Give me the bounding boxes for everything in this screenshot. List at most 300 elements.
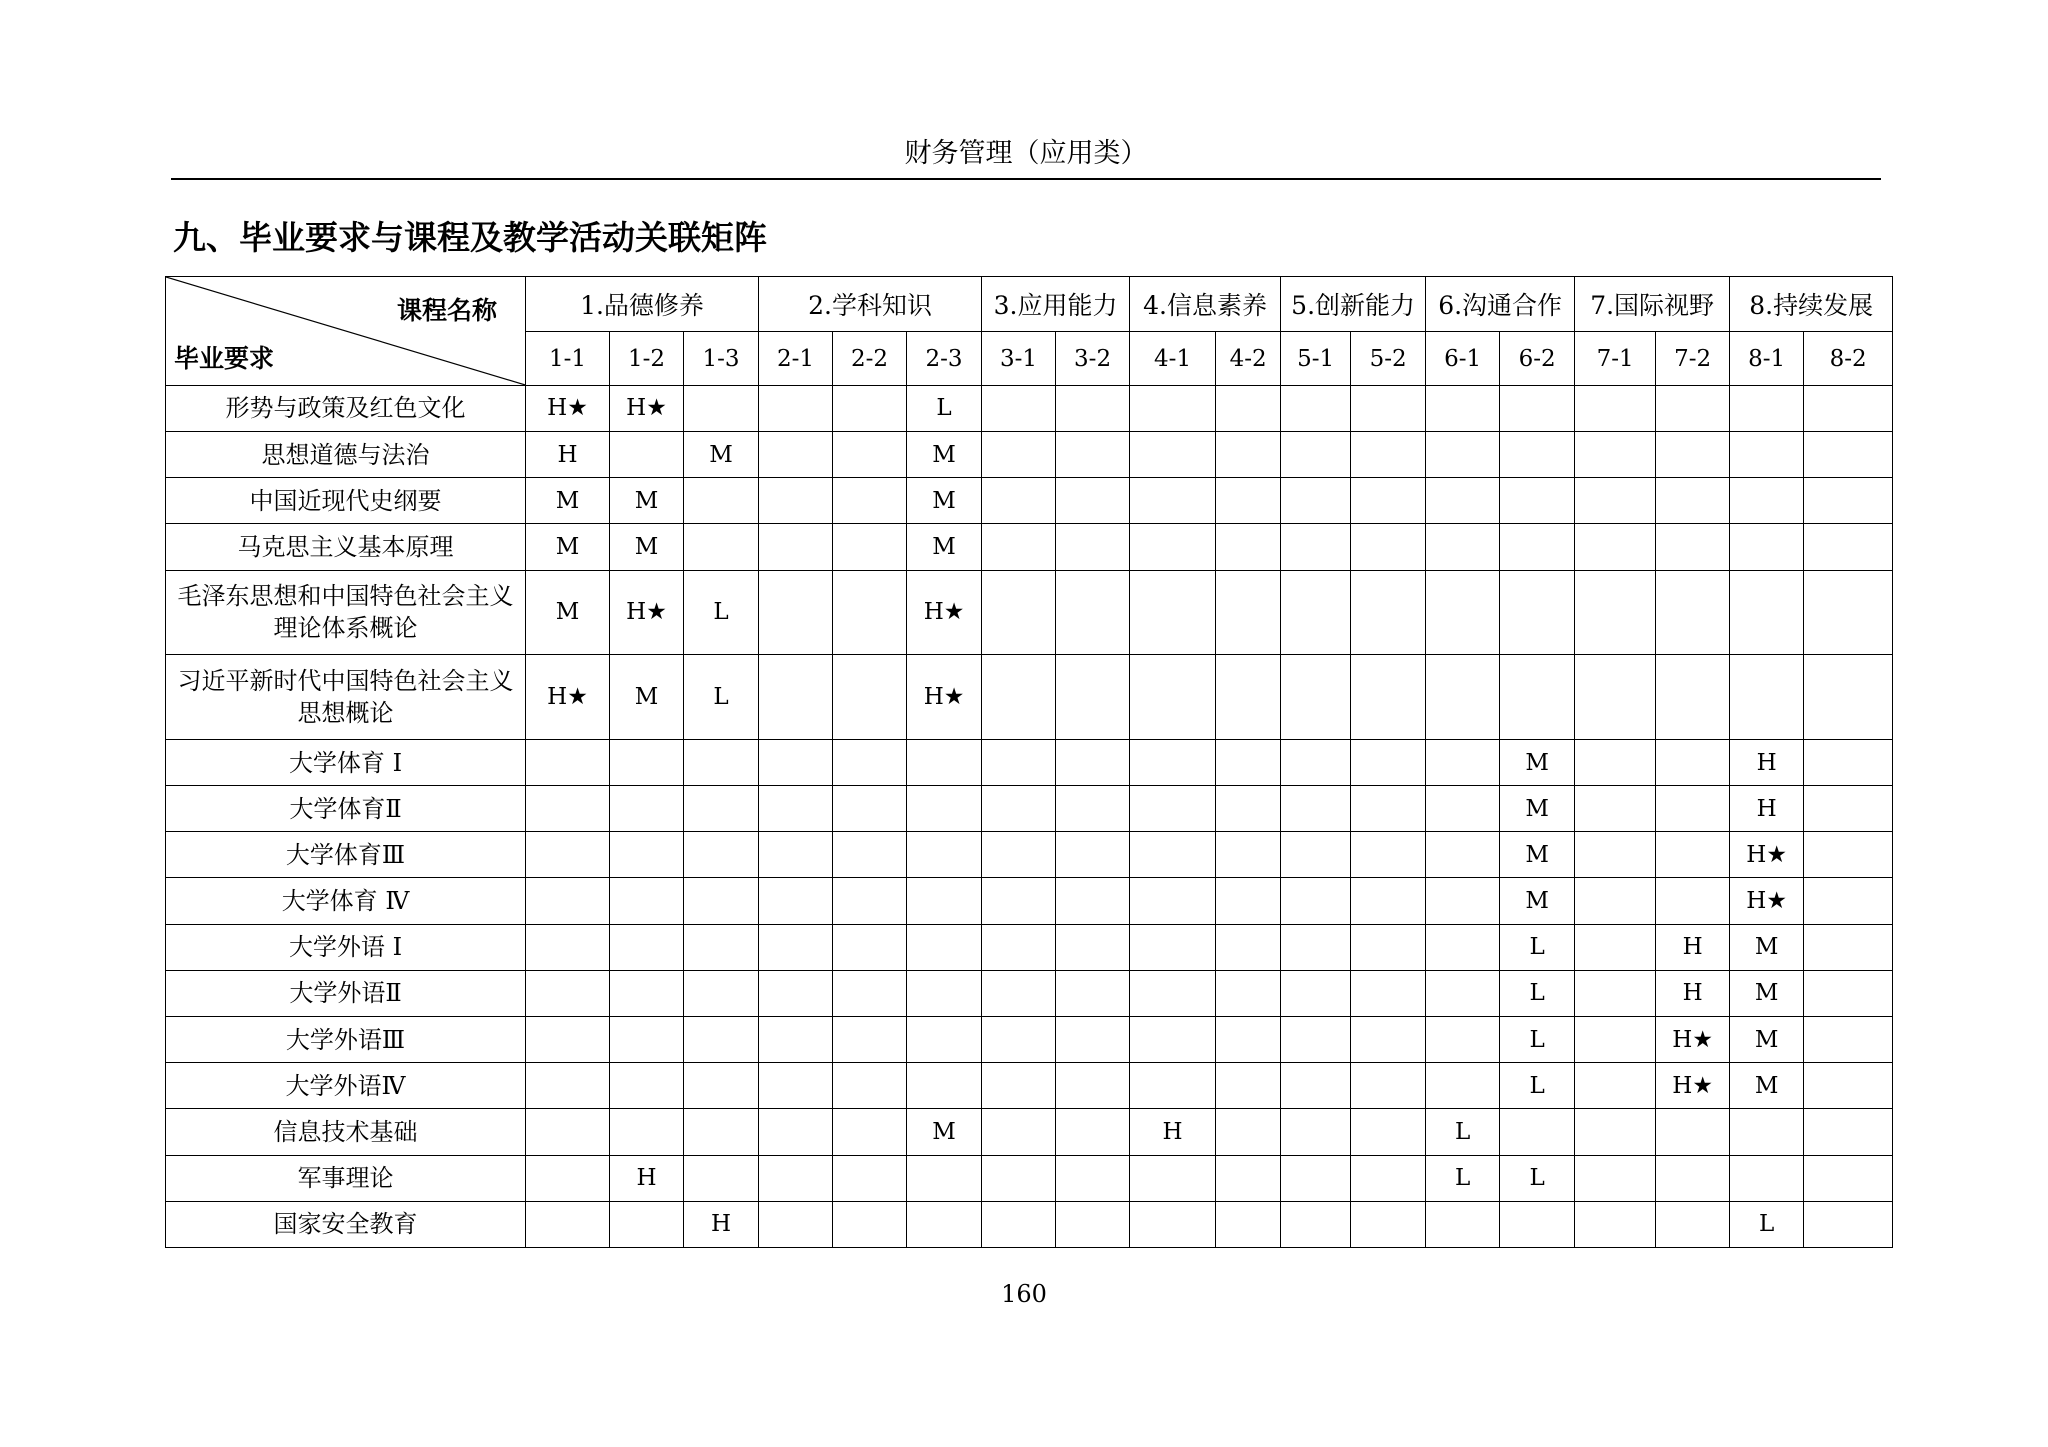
matrix-cell <box>610 1063 684 1109</box>
matrix-cell <box>1426 655 1500 740</box>
matrix-cell <box>1130 524 1216 570</box>
matrix-cell <box>1056 1109 1130 1155</box>
course-name-cell: 大学外语 Ⅰ <box>166 924 526 970</box>
matrix-cell <box>610 786 684 832</box>
matrix-cell <box>1351 924 1426 970</box>
matrix-cell <box>759 478 833 524</box>
matrix-cell <box>982 570 1056 655</box>
requirement-subcolumn-header: 1-3 <box>684 332 759 385</box>
table-row <box>166 1016 1893 1062</box>
matrix-cell <box>1130 1201 1216 1247</box>
matrix-cell: M <box>1500 878 1575 924</box>
matrix-cell: H★ <box>907 655 982 740</box>
matrix-cell <box>1281 478 1351 524</box>
matrix-cell: M <box>1500 739 1575 785</box>
matrix-cell <box>1130 1063 1216 1109</box>
table-row <box>166 878 1893 924</box>
matrix-cell <box>833 655 907 740</box>
course-name-cell: 中国近现代史纲要 <box>166 478 526 524</box>
matrix-cell <box>1351 786 1426 832</box>
matrix-cell <box>759 655 833 740</box>
matrix-cell: L <box>1426 1109 1500 1155</box>
running-header-title: 财务管理（应用类） <box>904 138 1148 169</box>
requirement-subcolumn-header: 5-2 <box>1351 332 1426 385</box>
matrix-cell <box>684 832 759 878</box>
table-row <box>166 970 1893 1016</box>
matrix-cell <box>759 924 833 970</box>
matrix-cell <box>1281 1016 1351 1062</box>
matrix-cell <box>982 1155 1056 1201</box>
matrix-cell <box>833 1201 907 1247</box>
matrix-cell <box>982 385 1056 431</box>
matrix-cell <box>1130 786 1216 832</box>
matrix-cell <box>1804 1155 1893 1201</box>
matrix-cell <box>610 1201 684 1247</box>
matrix-cell <box>1804 385 1893 431</box>
course-name-cell: 大学外语Ⅳ <box>166 1063 526 1109</box>
requirement-subcolumn-header: 7-2 <box>1656 332 1730 385</box>
matrix-cell <box>1426 432 1500 478</box>
matrix-cell <box>1426 786 1500 832</box>
matrix-cell <box>1351 739 1426 785</box>
matrix-cell <box>759 524 833 570</box>
matrix-cell <box>759 786 833 832</box>
matrix-cell <box>1656 432 1730 478</box>
table-row <box>166 1063 1893 1109</box>
matrix-cell <box>1575 655 1656 740</box>
course-name-cell: 信息技术基础 <box>166 1109 526 1155</box>
matrix-cell <box>1656 385 1730 431</box>
matrix-cell <box>1130 570 1216 655</box>
matrix-cell <box>1426 478 1500 524</box>
matrix-cell <box>1216 1201 1281 1247</box>
matrix-cell <box>1804 739 1893 785</box>
matrix-cell <box>1351 1109 1426 1155</box>
matrix-cell <box>759 832 833 878</box>
matrix-cell <box>833 1063 907 1109</box>
matrix-cell <box>759 1201 833 1247</box>
matrix-cell <box>1130 1155 1216 1201</box>
matrix-cell <box>1500 1201 1575 1247</box>
matrix-cell <box>907 1155 982 1201</box>
matrix-cell <box>1281 739 1351 785</box>
table-row <box>166 1155 1893 1201</box>
requirement-group-header: 5.创新能力 <box>1281 277 1426 332</box>
matrix-cell <box>1056 924 1130 970</box>
matrix-cell <box>610 739 684 785</box>
matrix-cell <box>1351 1155 1426 1201</box>
matrix-cell: H <box>1730 786 1804 832</box>
matrix-cell <box>1056 524 1130 570</box>
matrix-cell <box>1500 655 1575 740</box>
matrix-cell <box>1656 478 1730 524</box>
matrix-cell <box>1351 432 1426 478</box>
matrix-cell <box>1426 1016 1500 1062</box>
matrix-cell <box>1575 1016 1656 1062</box>
matrix-cell <box>1281 655 1351 740</box>
course-name-cell: 国家安全教育 <box>166 1201 526 1247</box>
matrix-cell: H★ <box>907 570 982 655</box>
matrix-cell <box>1056 570 1130 655</box>
matrix-cell <box>982 655 1056 740</box>
course-name-cell: 大学体育 Ⅳ <box>166 878 526 924</box>
requirement-subcolumn-header: 8-2 <box>1804 332 1893 385</box>
requirement-subcolumn-header: 3-2 <box>1056 332 1130 385</box>
requirement-group-header: 8.持续发展 <box>1730 277 1893 332</box>
matrix-cell <box>1056 655 1130 740</box>
matrix-cell: H★ <box>610 385 684 431</box>
matrix-cell <box>759 739 833 785</box>
matrix-cell: H★ <box>526 385 610 431</box>
matrix-cell <box>1575 432 1656 478</box>
matrix-cell <box>1426 1201 1500 1247</box>
matrix-cell <box>1656 739 1730 785</box>
matrix-cell <box>833 1016 907 1062</box>
matrix-cell <box>526 739 610 785</box>
matrix-cell <box>907 832 982 878</box>
table-row <box>166 570 1893 655</box>
matrix-cell <box>1351 570 1426 655</box>
matrix-cell <box>684 385 759 431</box>
table-row <box>166 739 1893 785</box>
matrix-cell <box>982 478 1056 524</box>
matrix-cell <box>982 1016 1056 1062</box>
matrix-cell <box>1575 832 1656 878</box>
matrix-cell <box>684 1109 759 1155</box>
matrix-cell <box>610 832 684 878</box>
matrix-cell <box>1130 832 1216 878</box>
matrix-cell <box>759 385 833 431</box>
matrix-cell <box>1804 786 1893 832</box>
matrix-cell <box>1056 1155 1130 1201</box>
matrix-cell <box>1804 1201 1893 1247</box>
matrix-cell: L <box>684 570 759 655</box>
matrix-cell <box>982 432 1056 478</box>
matrix-cell <box>1281 1201 1351 1247</box>
matrix-cell <box>1804 970 1893 1016</box>
matrix-cell <box>684 478 759 524</box>
matrix-cell <box>1281 570 1351 655</box>
matrix-cell <box>1216 739 1281 785</box>
matrix-cell <box>610 878 684 924</box>
matrix-cell <box>1056 385 1130 431</box>
requirement-group-header: 4.信息素养 <box>1130 277 1281 332</box>
matrix-cell: M <box>1730 924 1804 970</box>
matrix-cell <box>684 1155 759 1201</box>
matrix-cell <box>1216 878 1281 924</box>
matrix-cell <box>907 1016 982 1062</box>
matrix-cell: M <box>526 524 610 570</box>
requirement-group-header: 7.国际视野 <box>1575 277 1730 332</box>
course-name-cell: 形势与政策及红色文化 <box>166 385 526 431</box>
course-name-cell: 马克思主义基本原理 <box>166 524 526 570</box>
matrix-cell: L <box>1500 1155 1575 1201</box>
matrix-cell: H <box>1130 1109 1216 1155</box>
matrix-cell <box>526 924 610 970</box>
matrix-cell <box>1056 1201 1130 1247</box>
matrix-cell <box>1575 385 1656 431</box>
matrix-cell: L <box>1730 1201 1804 1247</box>
matrix-cell <box>526 832 610 878</box>
matrix-cell <box>759 1063 833 1109</box>
matrix-cell <box>1216 432 1281 478</box>
matrix-cell <box>1656 1109 1730 1155</box>
corner-course-label: 课程名称 <box>396 296 497 325</box>
matrix-cell <box>526 1063 610 1109</box>
matrix-cell <box>1730 524 1804 570</box>
matrix-cell: M <box>1730 970 1804 1016</box>
table-row <box>166 385 1893 431</box>
matrix-cell <box>1656 1155 1730 1201</box>
matrix-cell <box>1804 832 1893 878</box>
table-row <box>166 1109 1893 1155</box>
matrix-cell <box>1500 524 1575 570</box>
matrix-cell <box>1351 1201 1426 1247</box>
matrix-cell <box>526 1201 610 1247</box>
matrix-cell <box>1575 924 1656 970</box>
matrix-cell: H★ <box>526 655 610 740</box>
matrix-cell <box>833 878 907 924</box>
matrix-cell <box>526 1155 610 1201</box>
matrix-cell: H★ <box>1730 832 1804 878</box>
matrix-cell <box>1656 1201 1730 1247</box>
matrix-cell <box>1351 878 1426 924</box>
table-row <box>166 786 1893 832</box>
matrix-cell: M <box>610 478 684 524</box>
matrix-cell: M <box>610 524 684 570</box>
matrix-cell <box>833 924 907 970</box>
matrix-cell <box>759 432 833 478</box>
matrix-cell <box>1351 478 1426 524</box>
matrix-cell <box>1804 524 1893 570</box>
matrix-cell <box>1056 832 1130 878</box>
matrix-cell <box>1426 739 1500 785</box>
table-row <box>166 1201 1893 1247</box>
matrix-cell <box>1216 924 1281 970</box>
matrix-cell: H <box>610 1155 684 1201</box>
matrix-cell <box>1216 1016 1281 1062</box>
course-name-cell: 毛泽东思想和中国特色社会主义理论体系概论 <box>166 570 526 655</box>
matrix-cell <box>1730 432 1804 478</box>
matrix-cell <box>1130 739 1216 785</box>
matrix-cell: M <box>1500 832 1575 878</box>
matrix-cell <box>1500 385 1575 431</box>
requirement-subcolumn-header: 4-2 <box>1216 332 1281 385</box>
matrix-cell <box>1575 524 1656 570</box>
matrix-cell <box>833 970 907 1016</box>
matrix-cell <box>526 970 610 1016</box>
requirement-subcolumn-header: 2-2 <box>833 332 907 385</box>
matrix-cell <box>526 1109 610 1155</box>
matrix-cell <box>1575 570 1656 655</box>
matrix-cell: M <box>907 432 982 478</box>
matrix-cell <box>1351 655 1426 740</box>
matrix-cell <box>610 970 684 1016</box>
table-row <box>166 524 1893 570</box>
matrix-cell <box>526 878 610 924</box>
matrix-cell <box>1216 970 1281 1016</box>
matrix-cell <box>759 1155 833 1201</box>
matrix-cell <box>1130 924 1216 970</box>
matrix-cell <box>1575 1109 1656 1155</box>
matrix-cell <box>1056 739 1130 785</box>
matrix-cell <box>759 1016 833 1062</box>
requirement-subcolumn-header: 3-1 <box>982 332 1056 385</box>
matrix-cell <box>1500 478 1575 524</box>
requirement-subcolumn-header: 6-2 <box>1500 332 1575 385</box>
matrix-cell <box>1216 570 1281 655</box>
matrix-cell <box>1056 432 1130 478</box>
matrix-cell <box>1804 655 1893 740</box>
course-name-cell: 大学体育Ⅱ <box>166 786 526 832</box>
matrix-cell <box>833 739 907 785</box>
page-number: 160 <box>1001 1280 1047 1308</box>
matrix-cell <box>1130 1016 1216 1062</box>
matrix-cell <box>684 924 759 970</box>
matrix-cell <box>684 878 759 924</box>
matrix-cell <box>1351 1063 1426 1109</box>
matrix-cell <box>907 924 982 970</box>
matrix-cell <box>982 970 1056 1016</box>
matrix-cell: L <box>1500 970 1575 1016</box>
matrix-cell <box>907 878 982 924</box>
matrix-cell <box>1426 524 1500 570</box>
course-name-cell: 大学体育 Ⅰ <box>166 739 526 785</box>
matrix-cell <box>982 524 1056 570</box>
matrix-cell <box>1216 524 1281 570</box>
matrix-cell <box>1575 1155 1656 1201</box>
course-name-cell: 大学外语Ⅱ <box>166 970 526 1016</box>
matrix-cell <box>1281 1063 1351 1109</box>
matrix-cell <box>1575 878 1656 924</box>
matrix-cell: L <box>1500 1063 1575 1109</box>
requirement-group-header: 2.学科知识 <box>759 277 982 332</box>
matrix-cell <box>684 739 759 785</box>
matrix-cell <box>1281 878 1351 924</box>
matrix-cell <box>1351 832 1426 878</box>
requirement-group-header: 6.沟通合作 <box>1426 277 1575 332</box>
matrix-cell <box>1804 570 1893 655</box>
matrix-cell <box>1656 832 1730 878</box>
matrix-cell: M <box>526 570 610 655</box>
matrix-cell <box>833 524 907 570</box>
matrix-cell: H★ <box>1730 878 1804 924</box>
matrix-cell <box>833 1155 907 1201</box>
requirement-subcolumn-header: 8-1 <box>1730 332 1804 385</box>
matrix-cell <box>526 786 610 832</box>
matrix-cell <box>1804 1063 1893 1109</box>
matrix-cell <box>1281 1109 1351 1155</box>
matrix-cell: H★ <box>1656 1016 1730 1062</box>
table-row <box>166 655 1893 740</box>
matrix-cell: M <box>907 478 982 524</box>
matrix-cell: H★ <box>1656 1063 1730 1109</box>
matrix-cell <box>907 970 982 1016</box>
matrix-cell <box>1056 1016 1130 1062</box>
matrix-cell: H★ <box>610 570 684 655</box>
matrix-cell <box>1500 1109 1575 1155</box>
matrix-cell: M <box>1730 1063 1804 1109</box>
matrix-cell <box>1656 878 1730 924</box>
matrix-cell <box>1216 655 1281 740</box>
table-row <box>166 924 1893 970</box>
course-name-cell: 思想道德与法治 <box>166 432 526 478</box>
requirement-subcolumn-header: 2-3 <box>907 332 982 385</box>
matrix-cell: M <box>1500 786 1575 832</box>
matrix-cell <box>1216 1109 1281 1155</box>
matrix-cell <box>1216 478 1281 524</box>
matrix-cell: L <box>907 385 982 431</box>
matrix-cell <box>1351 524 1426 570</box>
matrix-cell <box>1575 970 1656 1016</box>
matrix-cell <box>1351 970 1426 1016</box>
matrix-cell <box>1730 655 1804 740</box>
corner-requirement-label: 毕业要求 <box>174 343 275 373</box>
matrix-cell <box>1281 1155 1351 1201</box>
requirements-course-matrix <box>165 276 1893 1248</box>
table-row <box>166 432 1893 478</box>
matrix-cell <box>833 786 907 832</box>
matrix-cell <box>1281 385 1351 431</box>
matrix-cell <box>1216 385 1281 431</box>
section-title: 九、毕业要求与课程及教学活动关联矩阵 <box>173 218 767 257</box>
matrix-cell <box>833 432 907 478</box>
requirement-group-header: 3.应用能力 <box>982 277 1130 332</box>
requirement-subcolumn-header: 1-1 <box>526 332 610 385</box>
requirement-subcolumn-header: 7-1 <box>1575 332 1656 385</box>
matrix-cell <box>1656 655 1730 740</box>
matrix-cell <box>1730 385 1804 431</box>
matrix-cell <box>833 478 907 524</box>
matrix-cell <box>907 1201 982 1247</box>
matrix-cell <box>1575 739 1656 785</box>
matrix-cell <box>1730 1109 1804 1155</box>
matrix-cell <box>684 1016 759 1062</box>
matrix-cell <box>907 1063 982 1109</box>
matrix-cell <box>684 786 759 832</box>
matrix-cell <box>1130 385 1216 431</box>
matrix-cell <box>759 878 833 924</box>
matrix-cell: M <box>526 478 610 524</box>
matrix-cell <box>1281 786 1351 832</box>
matrix-cell <box>1281 970 1351 1016</box>
matrix-cell <box>982 1201 1056 1247</box>
matrix-cell <box>1216 1063 1281 1109</box>
matrix-cell <box>1426 924 1500 970</box>
matrix-cell: H <box>1656 970 1730 1016</box>
course-name-cell: 大学外语Ⅲ <box>166 1016 526 1062</box>
matrix-cell <box>1130 655 1216 740</box>
matrix-cell <box>982 786 1056 832</box>
matrix-cell <box>1281 924 1351 970</box>
matrix-cell <box>684 1063 759 1109</box>
matrix-cell <box>1216 832 1281 878</box>
matrix-cell <box>1130 432 1216 478</box>
matrix-cell <box>1426 878 1500 924</box>
matrix-cell <box>1804 924 1893 970</box>
matrix-cell <box>1056 786 1130 832</box>
matrix-cell <box>1130 878 1216 924</box>
requirement-subcolumn-header: 4-1 <box>1130 332 1216 385</box>
matrix-cell <box>1426 385 1500 431</box>
table-row <box>166 832 1893 878</box>
requirement-subcolumn-header: 1-2 <box>610 332 684 385</box>
matrix-cell <box>1575 786 1656 832</box>
matrix-cell <box>982 832 1056 878</box>
matrix-cell <box>1804 878 1893 924</box>
matrix-cell <box>1804 432 1893 478</box>
matrix-cell <box>1056 878 1130 924</box>
